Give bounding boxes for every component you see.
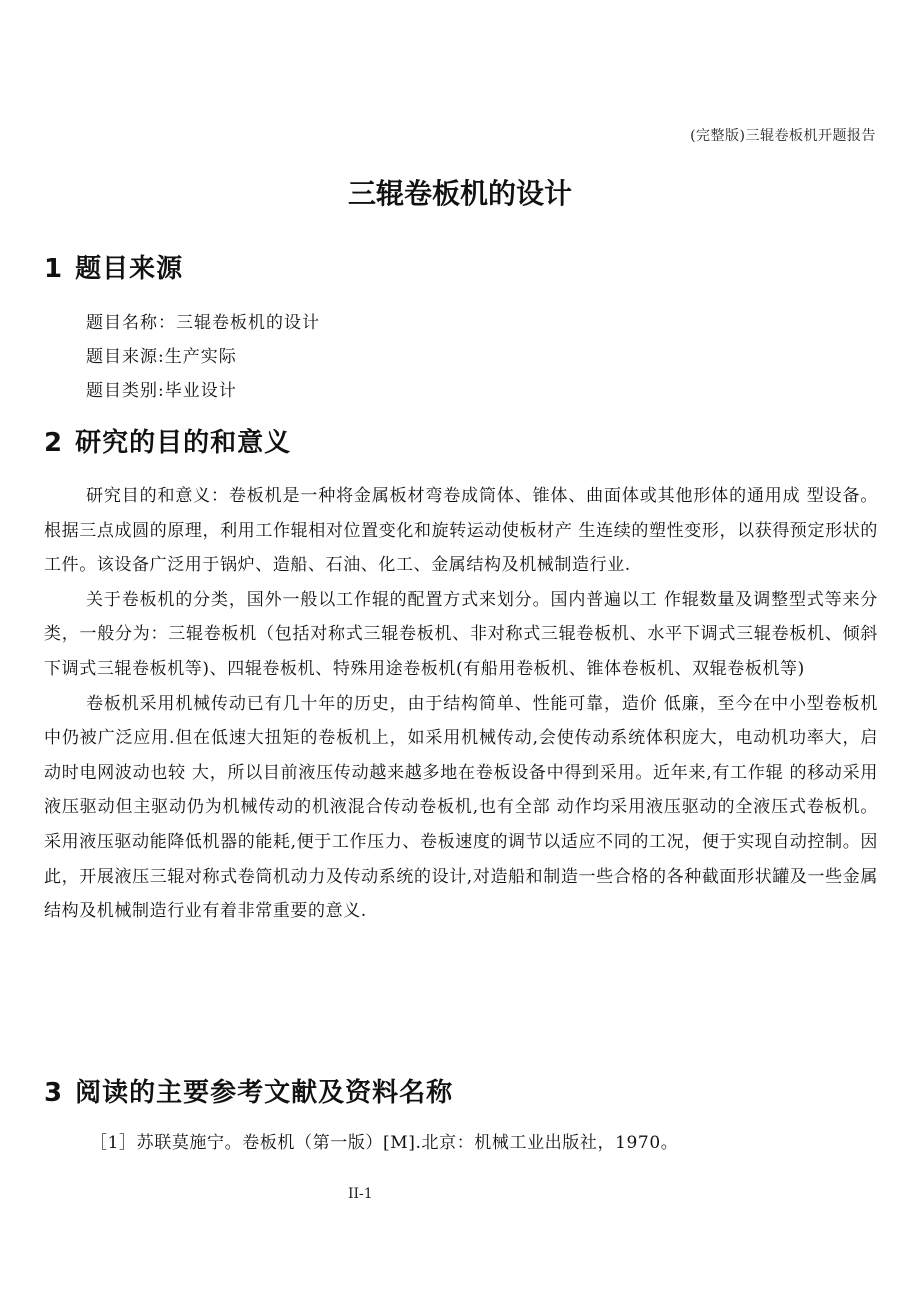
section-3-heading [44, 1072, 453, 1109]
topic-source-item: 题目来源:生产实际 [86, 347, 237, 367]
section-3-number: 3 [44, 1078, 64, 1108]
section-2-body [44, 479, 878, 929]
section-2-number: 2 [44, 428, 64, 458]
section-2-heading [44, 422, 291, 459]
reference-item: ［1］苏联莫施宁。卷板机（第一版）[M].北京：机械工业出版社，1970。 [90, 1133, 679, 1153]
document-title: 三辊卷板机的设计 [347, 177, 572, 210]
topic-category-item: 题目类别:毕业设计 [86, 381, 237, 401]
topic-name-item: 题目名称：三辊卷板机的设计 [86, 313, 320, 333]
section-3-title: 阅读的主要参考文献及资料名称 [75, 1078, 454, 1108]
section-2-title: 研究的目的和意义 [75, 428, 292, 458]
section-1-heading [44, 248, 183, 285]
paragraph-transmission: 卷板机采用机械传动已有几十年的历史，由于结构简单、性能可靠，造价 低廉，至今在中小型卷板机中仍被广泛应用.但在低速大扭矩的卷板机上，如采用机械传动,会使传动系统体积庞大，电动机功率大，启动时电网波动也较 大，所以目前液压传动越来越多地在卷板设备中得到采用。近年来,有工作辊 的移动采用液压驱动但主驱动仍为机械传动的机液混合传动卷板机,也有全部 动作均采用液压驱动的全液压式卷板机。采用液压驱动能降低机器的能耗,便于工作压力、卷板速度的调节以适应不同的工况，便于实现自动控制。因此，开展液压三辊对称式卷筒机动力及传动系统的设计,对造船和制造一些合格的各种截面形状罐及一些金属结构及机械制造行业有着非常重要的意义. [44, 693, 878, 922]
topic-info-list [86, 306, 320, 408]
page-number: II-1 [348, 1186, 373, 1202]
paragraph-classification: 关于卷板机的分类，国外一般以工作辊的配置方式来划分。国内普遍以工 作辊数量及调整型式等来分类，一般分为：三辊卷板机（包括对称式三辊卷板机、非对称式三辊卷板机、水平下调式三辊卷板机、倾斜下调式三辊卷板机等)、四辊卷板机、特殊用途卷板机(有船用卷板机、锥体卷板机、双辊卷板机等) [44, 589, 878, 679]
section-1-title: 题目来源 [75, 254, 184, 284]
section-1-number: 1 [44, 254, 64, 284]
paragraph-purpose: 研究目的和意义：卷板机是一种将金属板材弯卷成筒体、锥体、曲面体或其他形体的通用成 型设备。根据三点成圆的原理，利用工作辊相对位置变化和旋转运动使板材产 生连续的塑性变形，以获得预定形状的工件。该设备广泛用于锅炉、造船、石油、化工、金属结构及机械制造行业. [44, 486, 878, 576]
running-header: (完整版)三辊卷板机开题报告 [690, 128, 876, 144]
